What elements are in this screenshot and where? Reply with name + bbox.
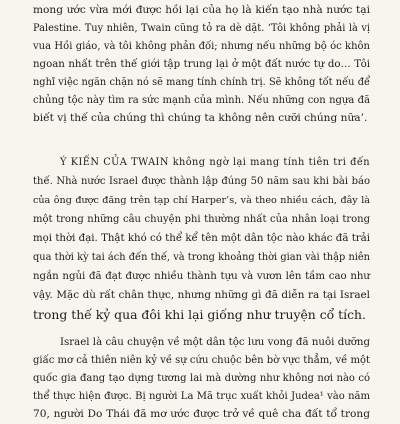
text-line: một trong những câu chuyện phi thường nhất của nhân loại trong xyxy=(33,214,370,225)
text-line: biết vị thế của chúng thì chúng ta không nên cưỡi chúng nữa’. xyxy=(33,112,368,124)
text-line: 70, người Do Thái đã mơ ước được trở về quê cha đất tổ trong xyxy=(33,408,370,420)
text-line: nghĩ việc ngăn chặn nó sẽ mang tính chính trị. Sẽ không tốt nếu để xyxy=(33,77,370,88)
text-line: quốc gia đang tạo dựng tương lai mà dường như không nơi nào có xyxy=(33,373,370,384)
text-line: mọi thời đại. Thật khó có thể kể tên một dân tộc nào khác đã trải xyxy=(33,233,370,244)
text-line: thể thực hiện được. Bị người La Mã trục xuất khỏi Judea¹ vào năm xyxy=(33,391,370,402)
text-line: Israel là câu chuyện về một dân tộc lưu vong đã nuôi dưỡng xyxy=(60,337,370,348)
text-line: thế. Nhà nước Israel được thành lập đúng 50 năm sau khi bài báo xyxy=(33,176,370,187)
text-line: chủng tộc này tìm ra sức mạnh của mình. Nếu những con ngựa đã xyxy=(33,95,370,106)
text-line: giấc mơ cả thiên niên kỷ về sự cứu chuộc bên bờ vực thẳm, về một xyxy=(33,355,371,366)
text-line: của ông được đăng trên tạp chí Harper’s, và theo nhiều cách, đây là xyxy=(33,195,370,206)
text-line: vua Hồi giáo, và tôi không phản đối; nhưng nếu những bộ óc khôn xyxy=(33,41,370,52)
text-line: qua thời kỳ tai ách đến thế, và trong khoảng thời gian vài thập niên xyxy=(33,252,370,263)
text-line: Ý KIẾN CỦA TWAIN không ngờ lại mang tính tiên tri đến xyxy=(60,157,370,168)
text-line: Palestine. Tuy nhiên, Twain cũng tỏ ra dè dặt. ‘Tôi không phải là vị xyxy=(33,23,370,34)
text-line: trong thế kỷ qua đôi khi lại giống như truyện cổ tích. xyxy=(33,307,366,322)
text-line: ngắn ngủi đã đạt được nhiều thành tựu và vươn lên tầm cao như xyxy=(33,271,370,282)
text-line: vậy. Mặc dù rất chân thực, nhưng những gì đã diễn ra tại Israel xyxy=(33,289,370,301)
text-line: mong ước vừa mới được hồi lại của họ là kiến tạo nhà nước tại xyxy=(33,4,370,16)
text-line: ngoan nhất trên thế giới tập trung lại ở một đất nước tự do… Tôi xyxy=(33,59,370,70)
